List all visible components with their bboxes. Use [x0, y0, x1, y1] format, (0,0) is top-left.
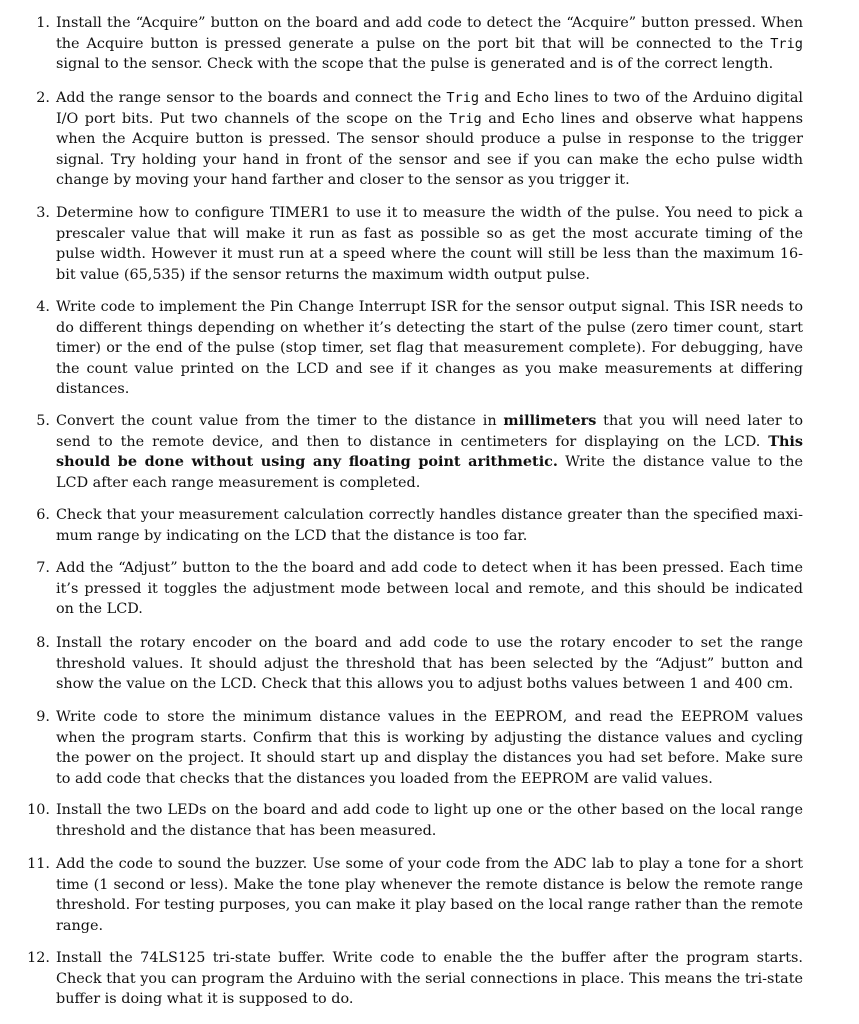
code-term: Trig	[770, 35, 803, 52]
step-text	[56, 948, 803, 1010]
text-run: and	[481, 110, 522, 127]
code-term: Trig	[448, 110, 482, 127]
step-number: 7.	[36, 560, 50, 576]
step-number: 3.	[36, 205, 50, 221]
step-text	[56, 88, 803, 191]
text-run: Determine how to configure TIMER1 to use it to measure the width of the pulse. You need to pick a prescaler value that will make it run as fast as possible so as get the most accurate timing of the pulse width. However it must run at a speed where the count will still be less than the maximum 16-bit value (65,535) if the sensor returns the maximum width output pulse.	[56, 205, 803, 283]
step-text	[56, 707, 803, 789]
step-text	[56, 297, 803, 400]
step-number: 4.	[36, 299, 50, 315]
step-number: 12.	[27, 950, 50, 966]
step-number: 1.	[36, 15, 50, 31]
step-text	[56, 633, 803, 695]
step-text	[56, 203, 803, 285]
text-run: Add the range sensor to the boards and connect the	[56, 90, 447, 106]
text-run: Check that your measurement calculation correctly handles distance greater than the specified maximum range by indicating on the LCD that the distance is too far.	[56, 507, 803, 544]
text-run: Install the two LEDs on the board and add code to light up one or the other based on the local range threshold and the distance that has been measured.	[56, 802, 803, 839]
step-text	[56, 558, 803, 620]
text-run: Install the “Acquire” button on the board and add code to detect the “Acquire” button pressed. When the Acquire button is pressed generate a pulse on the port bit that will be connected to the	[56, 15, 803, 52]
text-run: Install the 74LS125 tri-state buffer. Write code to enable the the buffer after the program starts. Check that you can program the Arduino with the serial connections in place. This means the tri-state buffer is doing what it is supposed to do.	[56, 950, 803, 1007]
step-number: 5.	[36, 413, 50, 429]
text-run: Write code to store the minimum distance values in the EEPROM, and read the EEPROM values when the program starts. Confirm that this is working by adjusting the distance values and cycling the power on the project. It should start up and display the distances you had set before. Make sure to add code that checks that the distances you loaded from the EEPROM are valid values.	[56, 709, 803, 787]
text-run: Add the “Adjust” button to the the board and add code to detect when it has been pressed. Each time it’s pressed it toggles the adjustment mode between local and remote, and this should be indicated on the LCD.	[56, 560, 803, 617]
step-number: 6.	[36, 507, 50, 523]
text-run: lines to two of the Arduino digital I/O port bits. Put two channels of the scope on the	[56, 90, 804, 127]
code-term: Echo	[516, 90, 550, 106]
step-text	[56, 505, 803, 546]
step-number: 9.	[36, 709, 50, 725]
text-run: Write the distance value to the LCD after each range measurement is completed.	[56, 454, 803, 491]
text-run: Add the code to sound the buzzer. Use some of your code from the ADC lab to play a tone for a short time (1 second or less). Make the tone play whenever the remote distance is below the remote range threshold. For testing purposes, you can make it play based on the local range rather than the remote range.	[56, 856, 803, 934]
text-run: and	[479, 90, 517, 106]
text-run: lines and observe what happens when the Acquire button is pressed. The sensor should produce a pulse in response to the trigger signal. Try holding your hand in front of the sensor and see if you can make the echo pulse width change by moving your hand farther and closer to the sensor as you trigger it.	[56, 110, 803, 188]
code-term: Echo	[521, 110, 555, 127]
text-run: Write code to implement the Pin Change Interrupt ISR for the sensor output signal. This ISR needs to do different things depending on whether it’s detecting the start of the pulse (zero timer count, start timer) or the end of the pulse (stop timer, set flag that measurement complete). For debugging, have the count value printed on the LCD and see if it changes as you make measurements at differing distances.	[56, 299, 803, 397]
text-run: signal to the sensor. Check with the scope that the pulse is generated and is of the correct length.	[56, 56, 774, 72]
step-number: 10.	[27, 802, 50, 818]
step-text	[56, 854, 803, 936]
text-run: Convert the count value from the timer to the distance in	[56, 413, 504, 429]
code-term: Trig	[446, 90, 480, 106]
text-run: Install the rotary encoder on the board and add code to use the rotary encoder to set the range threshold values. It should adjust the threshold that has been selected by the “Adjust” button and show the value on the LCD. Check that this allows you to adjust boths values between 1 and 400 cm.	[56, 635, 803, 692]
step-text	[56, 13, 803, 75]
step-number: 11.	[27, 856, 50, 872]
step-text	[56, 800, 803, 841]
text-run: that you will need later to send to the remote device, and then to distance in centimeters for displaying on the LCD.	[56, 413, 804, 450]
emphasis-text: millimeters	[503, 412, 597, 429]
step-number: 8.	[36, 635, 50, 651]
step-number: 2.	[36, 90, 50, 106]
emphasis-text: This should be done without using any floating point arithmetic.	[56, 432, 803, 470]
step-text	[56, 411, 803, 493]
